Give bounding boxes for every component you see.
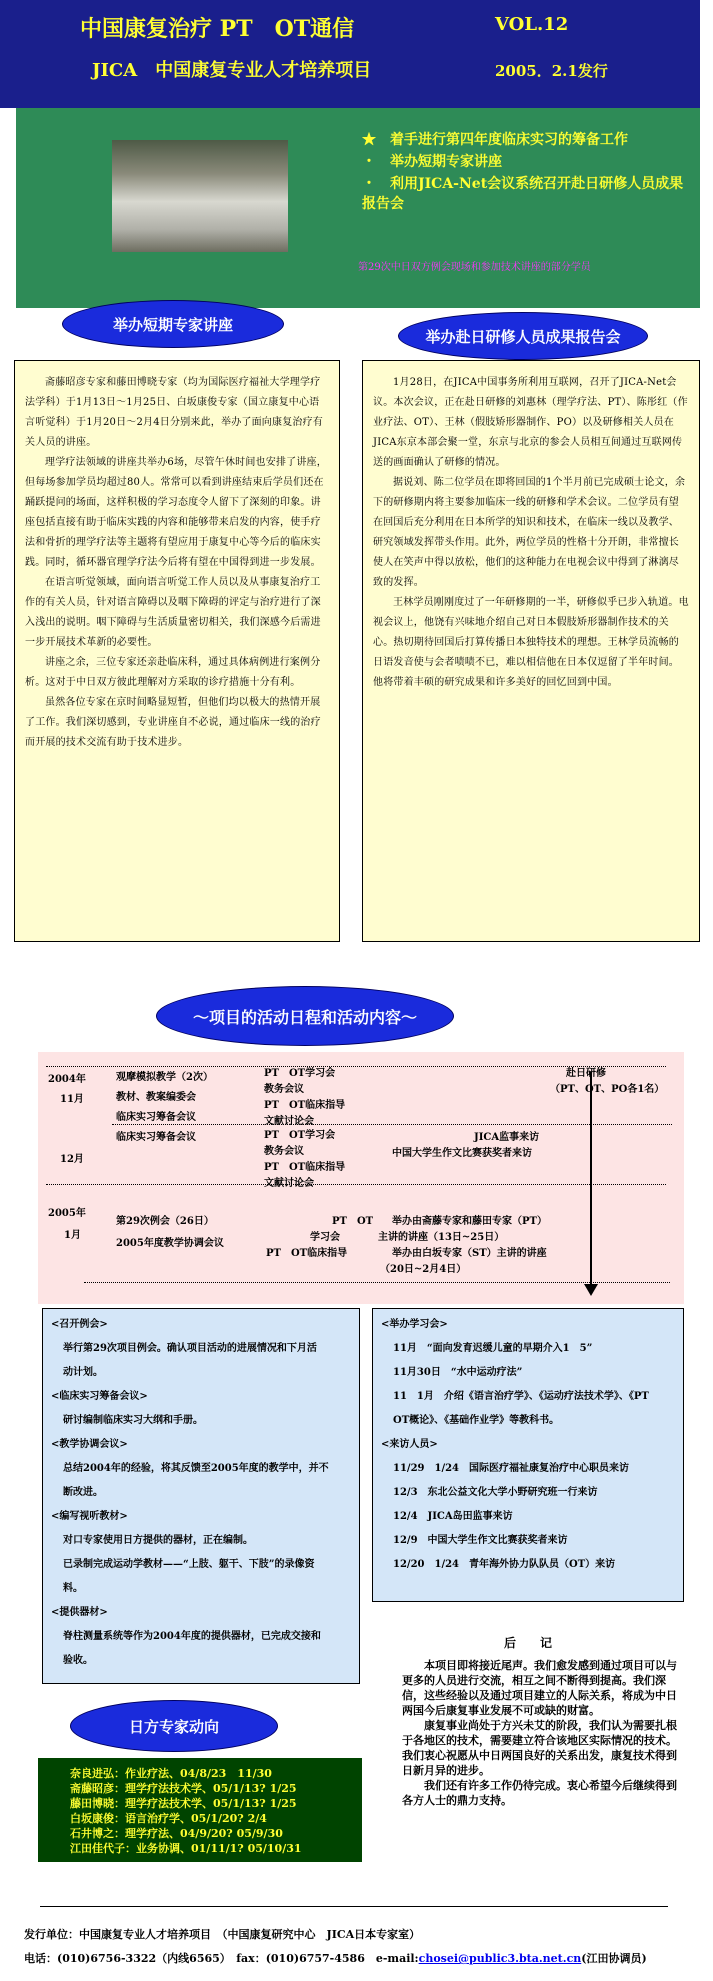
- timeline-divider: [84, 1282, 670, 1283]
- box-heading: <提供器材>: [51, 1607, 108, 1618]
- expert-item: 斋藤昭彦：理学疗法技术学、05/1/13? 1/25: [70, 1782, 297, 1795]
- timeline-event: 观摩模拟教学（2次）: [116, 1072, 213, 1083]
- timeline-date: 11月: [60, 1094, 84, 1105]
- box-line: 12/9 中国大学生作文比赛获奖者来访: [393, 1535, 568, 1546]
- box-line: 11月30日 “水中运动疗法”: [393, 1367, 523, 1378]
- timeline-date: 2004年: [48, 1074, 86, 1085]
- timeline-divider: [112, 1124, 672, 1125]
- timeline-arrow-head: [584, 1284, 598, 1296]
- timeline-event: 赴日研修: [566, 1068, 606, 1079]
- section-heading-report: 举办赴日研修人员成果报告会: [398, 312, 648, 360]
- timeline-event: PT OT临床指导: [264, 1162, 346, 1173]
- box-line: 断改进。: [63, 1487, 103, 1498]
- article-paragraph: 据说刘、陈二位学员在即将回国的1个半月前已完成硕士论文，余下的研修期内将主要参加临床一线的研修和学术会议。二位学员有望在回国后充分利用在日本所学的知识和技术，在临床一线以及教学、研究领域发挥带头作用。此外，两位学员的性格十分开朗，非常擅长使人在笑声中得以放松，他们的这种能力在电视会议中得到了淋漓尽致的发挥。: [373, 477, 686, 588]
- section-heading-lecture: 举办短期专家讲座: [62, 300, 284, 348]
- article-report: [362, 360, 700, 942]
- contact-info: [24, 1950, 647, 1966]
- timeline-event: （PT、OT、PO各1名）: [550, 1084, 665, 1095]
- timeline-divider: [46, 1184, 666, 1185]
- article-paragraph: 虽然各位专家在京时间略显短暂，但他们均以极大的热情开展了工作。我们深切感到，专业讲座自不必说，通过临床一线的治疗而开展的技术交流有助于技术进步。: [25, 697, 321, 748]
- photo-caption: 第29次中日双方例会现场和参加技术讲座的部分学员: [358, 262, 591, 273]
- afterword-paragraph: 康复事业尚处于方兴未艾的阶段，我们认为需要扎根于各地区的技术，需要建立符合该地区实际情况的技术。我们衷心祝愿从中日两国良好的关系出发，康复技术得到日新月异的进步。: [402, 1719, 677, 1777]
- timeline-event: 第29次例会（26日）: [116, 1216, 214, 1227]
- box-line: 已录制完成运动学教材——“上肢、躯干、下肢”的录像资: [63, 1559, 315, 1570]
- timeline-event: PT OT学习会: [264, 1130, 336, 1141]
- box-heading: <举办学习会>: [381, 1319, 448, 1330]
- expert-item: 石井博之：理学疗法、04/9/20? 05/9/30: [70, 1827, 283, 1840]
- article-paragraph: 王林学员刚刚度过了一年研修期的一半，研修似乎已步入轨道。电视会议上，他饶有兴味地介绍自己对日本假肢矫形器制作技术的关心。热切期待回国后打算传播日本独特技术的理想。王林学员流畅的日语发音使与会者啧啧不已，难以相信他在日本仅逗留了半年时间。他将带着丰硕的研究成果和许多美好的回忆回到中国。: [373, 597, 689, 688]
- experts-list: [38, 1758, 362, 1862]
- box-line: 12/4 JICA岛田监事来访: [393, 1511, 513, 1522]
- expert-item: 奈良进弘：作业疗法、04/8/23 11/30: [70, 1767, 272, 1780]
- box-line: OT概论》、《基础作业学》等教科书。: [393, 1415, 560, 1426]
- box-line: 12/3 东北公益文化大学小野研究班一行来访: [393, 1487, 598, 1498]
- box-line: 11月 “面向发育迟缓儿童的早期介入1 5”: [393, 1343, 593, 1354]
- timeline-event: PT OT学习会: [264, 1068, 336, 1079]
- article-paragraph: 在语言听觉领域，面向语言听觉工作人员以及从事康复治疗工作的有关人员，针对语言障碍以及咽下障碍的评定与治疗进行了深入浅出的说明。咽下障碍与生活质量密切相关，我们深感今后需进一步开展技术革新的必要性。: [25, 577, 321, 648]
- box-line: 验收。: [63, 1655, 93, 1666]
- meeting-photo: [112, 140, 288, 252]
- box-heading: <召开例会>: [51, 1319, 108, 1330]
- article-paragraph: 理学疗法领域的讲座共举办6场，尽管午休时间也安排了讲座，但每场参加学员均超过80人。常常可以看到讲座结束后学员们还在踊跃提问的场面，这样积极的学习态度令人留下了深刻的印象。讲座包括直接有助于临床实践的内容和能够带来启发的内容，使手疗法和骨折的理学疗法等主题将有望应用于康复中心等今后的临床实践。同时，循环器官理学疗法今后将有望在中国得到进一步发展。: [25, 457, 327, 568]
- box-heading: <教学协调会议>: [51, 1439, 128, 1450]
- box-line: 11/29 1/24 国际医疗福祉康复治疗中心职员来访: [393, 1463, 630, 1474]
- article-lecture: [14, 360, 340, 942]
- timeline-event: 教材、教案编委会: [116, 1092, 196, 1103]
- timeline-event: 文献讨论会: [264, 1116, 314, 1127]
- article-paragraph: 1月28日，在JICA中国事务所利用互联网，召开了JICA-Net会议。本次会议，正在赴日研修的刘惠林（理学疗法、PT）、陈彤红（作业疗法、OT）、王林（假肢矫形器制作、PO）以及研修相关人员在JICA东京本部会聚一堂，东京与北京的参会人员相互间通过互联网传送的画面确认了研修的情况。: [373, 377, 688, 468]
- schedule-heading: ～项目的活动日程和活动内容～: [156, 986, 454, 1046]
- box-line: 料。: [63, 1583, 83, 1594]
- article-paragraph: 斋藤昭彦专家和藤田博晓专家（均为国际医疗福祉大学理学疗法学科）于1月13日～1月25日、白坂康俊专家（国立康复中心语言听觉科）于1月20日～2月4日分别来此，举办了面向康复治疗有关人员的讲座。: [25, 377, 324, 448]
- box-line: 脊柱测量系统等作为2004年度的提供器材，已完成交接和: [63, 1631, 321, 1642]
- afterword-paragraph: 我们还有许多工作仍待完成。衷心希望今后继续得到各方人士的鼎力支持。: [402, 1779, 677, 1807]
- box-line: 研讨编制临床实习大纲和手册。: [63, 1415, 203, 1426]
- expert-item: 江田佳代子：业务协调、01/11/1? 05/10/31: [70, 1842, 302, 1855]
- project-subtitle: JICA 中国康复专业人才培养项目: [92, 60, 372, 81]
- email-contact-name: (江田协调员): [581, 1952, 647, 1965]
- box-line: 11 1月 介绍《语言治疗学》、《运动疗法技术学》、《PT: [393, 1391, 649, 1402]
- experts-heading: 日方专家动向: [70, 1700, 278, 1752]
- box-heading: <编写视听教材>: [51, 1511, 128, 1522]
- article-paragraph: 讲座之余，三位专家还亲赴临床科，通过具体病例进行案例分析。这对于中日双方彼此理解对方采取的诊疗措施十分有利。: [25, 657, 321, 688]
- highlight-item: ★ 着手进行第四年度临床实习的筹备工作: [362, 132, 628, 148]
- activities-box: [42, 1308, 360, 1684]
- study-visits-box: [372, 1308, 684, 1602]
- timeline-event: 临床实习筹备会议: [116, 1112, 196, 1123]
- timeline-event: 教务会议: [264, 1146, 304, 1157]
- timeline-event: 教务会议: [264, 1084, 304, 1095]
- timeline-event: 中国大学生作文比赛获奖者来访: [392, 1148, 532, 1159]
- timeline-event: 举办由白坂专家（ST）主讲的讲座: [392, 1248, 547, 1259]
- box-heading: <临床实习筹备会议>: [51, 1391, 148, 1402]
- contact-phone: 电话：(010)6756-3322（内线6565） fax：(010)6757-4586 e-mail:: [24, 1952, 419, 1965]
- box-heading: <来访人员>: [381, 1439, 438, 1450]
- box-line: 12/20 1/24 青年海外协力队队员（OT）来访: [393, 1559, 616, 1570]
- timeline-event: PT OT临床指导: [264, 1100, 346, 1111]
- volume-number: VOL.12: [495, 14, 569, 35]
- box-line: 对口专家使用日方提供的器材，正在编制。: [63, 1535, 253, 1546]
- expert-item: 白坂康俊：语言治疗学、05/1/20? 2/4: [70, 1812, 267, 1825]
- timeline-event: （20日~2月4日）: [380, 1264, 467, 1275]
- timeline-event: 文献讨论会: [264, 1178, 314, 1189]
- timeline-date: 1月: [64, 1230, 81, 1241]
- box-line: 动计划。: [63, 1367, 103, 1378]
- timeline-event: 临床实习筹备会议: [116, 1132, 196, 1143]
- timeline-event: 2005年度教学协调会议: [116, 1238, 224, 1249]
- expert-item: 藤田博晓：理学疗法技术学、05/1/13? 1/25: [70, 1797, 297, 1810]
- afterword-title: 后 记: [504, 1636, 553, 1650]
- timeline-date: 2005年: [48, 1208, 86, 1219]
- highlight-item: ・ 利用JICA-Net会议系统召开赴日研修人员成果报告会: [362, 176, 684, 212]
- newsletter-title: 中国康复治疗 PT OT通信: [80, 16, 355, 42]
- timeline-date: 12月: [60, 1154, 84, 1165]
- afterword-body: [402, 1658, 686, 1808]
- box-line: 举行第29次项目例会。确认项目活动的进展情况和下月活: [63, 1343, 317, 1354]
- timeline-event: 举办由斋藤专家和藤田专家（PT）: [392, 1216, 547, 1227]
- issue-date: 2005．2.1发行: [495, 62, 608, 80]
- footer-divider: [40, 1906, 668, 1907]
- box-line: 总结2004年的经验，将其反馈至2005年度的教学中，并不: [63, 1463, 329, 1474]
- email-link[interactable]: chosei@public3.bta.net.cn: [418, 1952, 582, 1965]
- timeline-event: JICA监事来访: [474, 1132, 540, 1143]
- timeline-event: 学习会: [310, 1232, 340, 1243]
- timeline-event: PT OT临床指导: [266, 1248, 348, 1259]
- afterword-paragraph: 本项目即将接近尾声。我们愈发感到通过项目可以与更多的人员进行交流，相互之间不断得到提高。我们深信，这些经验以及通过项目建立的人际关系，将成为中日两国今后康复事业发展不可或缺的财富。: [402, 1659, 677, 1717]
- publisher-info: 发行单位：中国康复专业人才培养项目 （中国康复研究中心 JICA日本专家室）: [24, 1928, 421, 1941]
- timeline-arrow-line: [590, 1072, 592, 1286]
- timeline-event: 主讲的讲座（13日~25日）: [378, 1232, 505, 1243]
- timeline-event: PT OT: [332, 1216, 374, 1227]
- highlight-item: ・ 举办短期专家讲座: [362, 154, 502, 170]
